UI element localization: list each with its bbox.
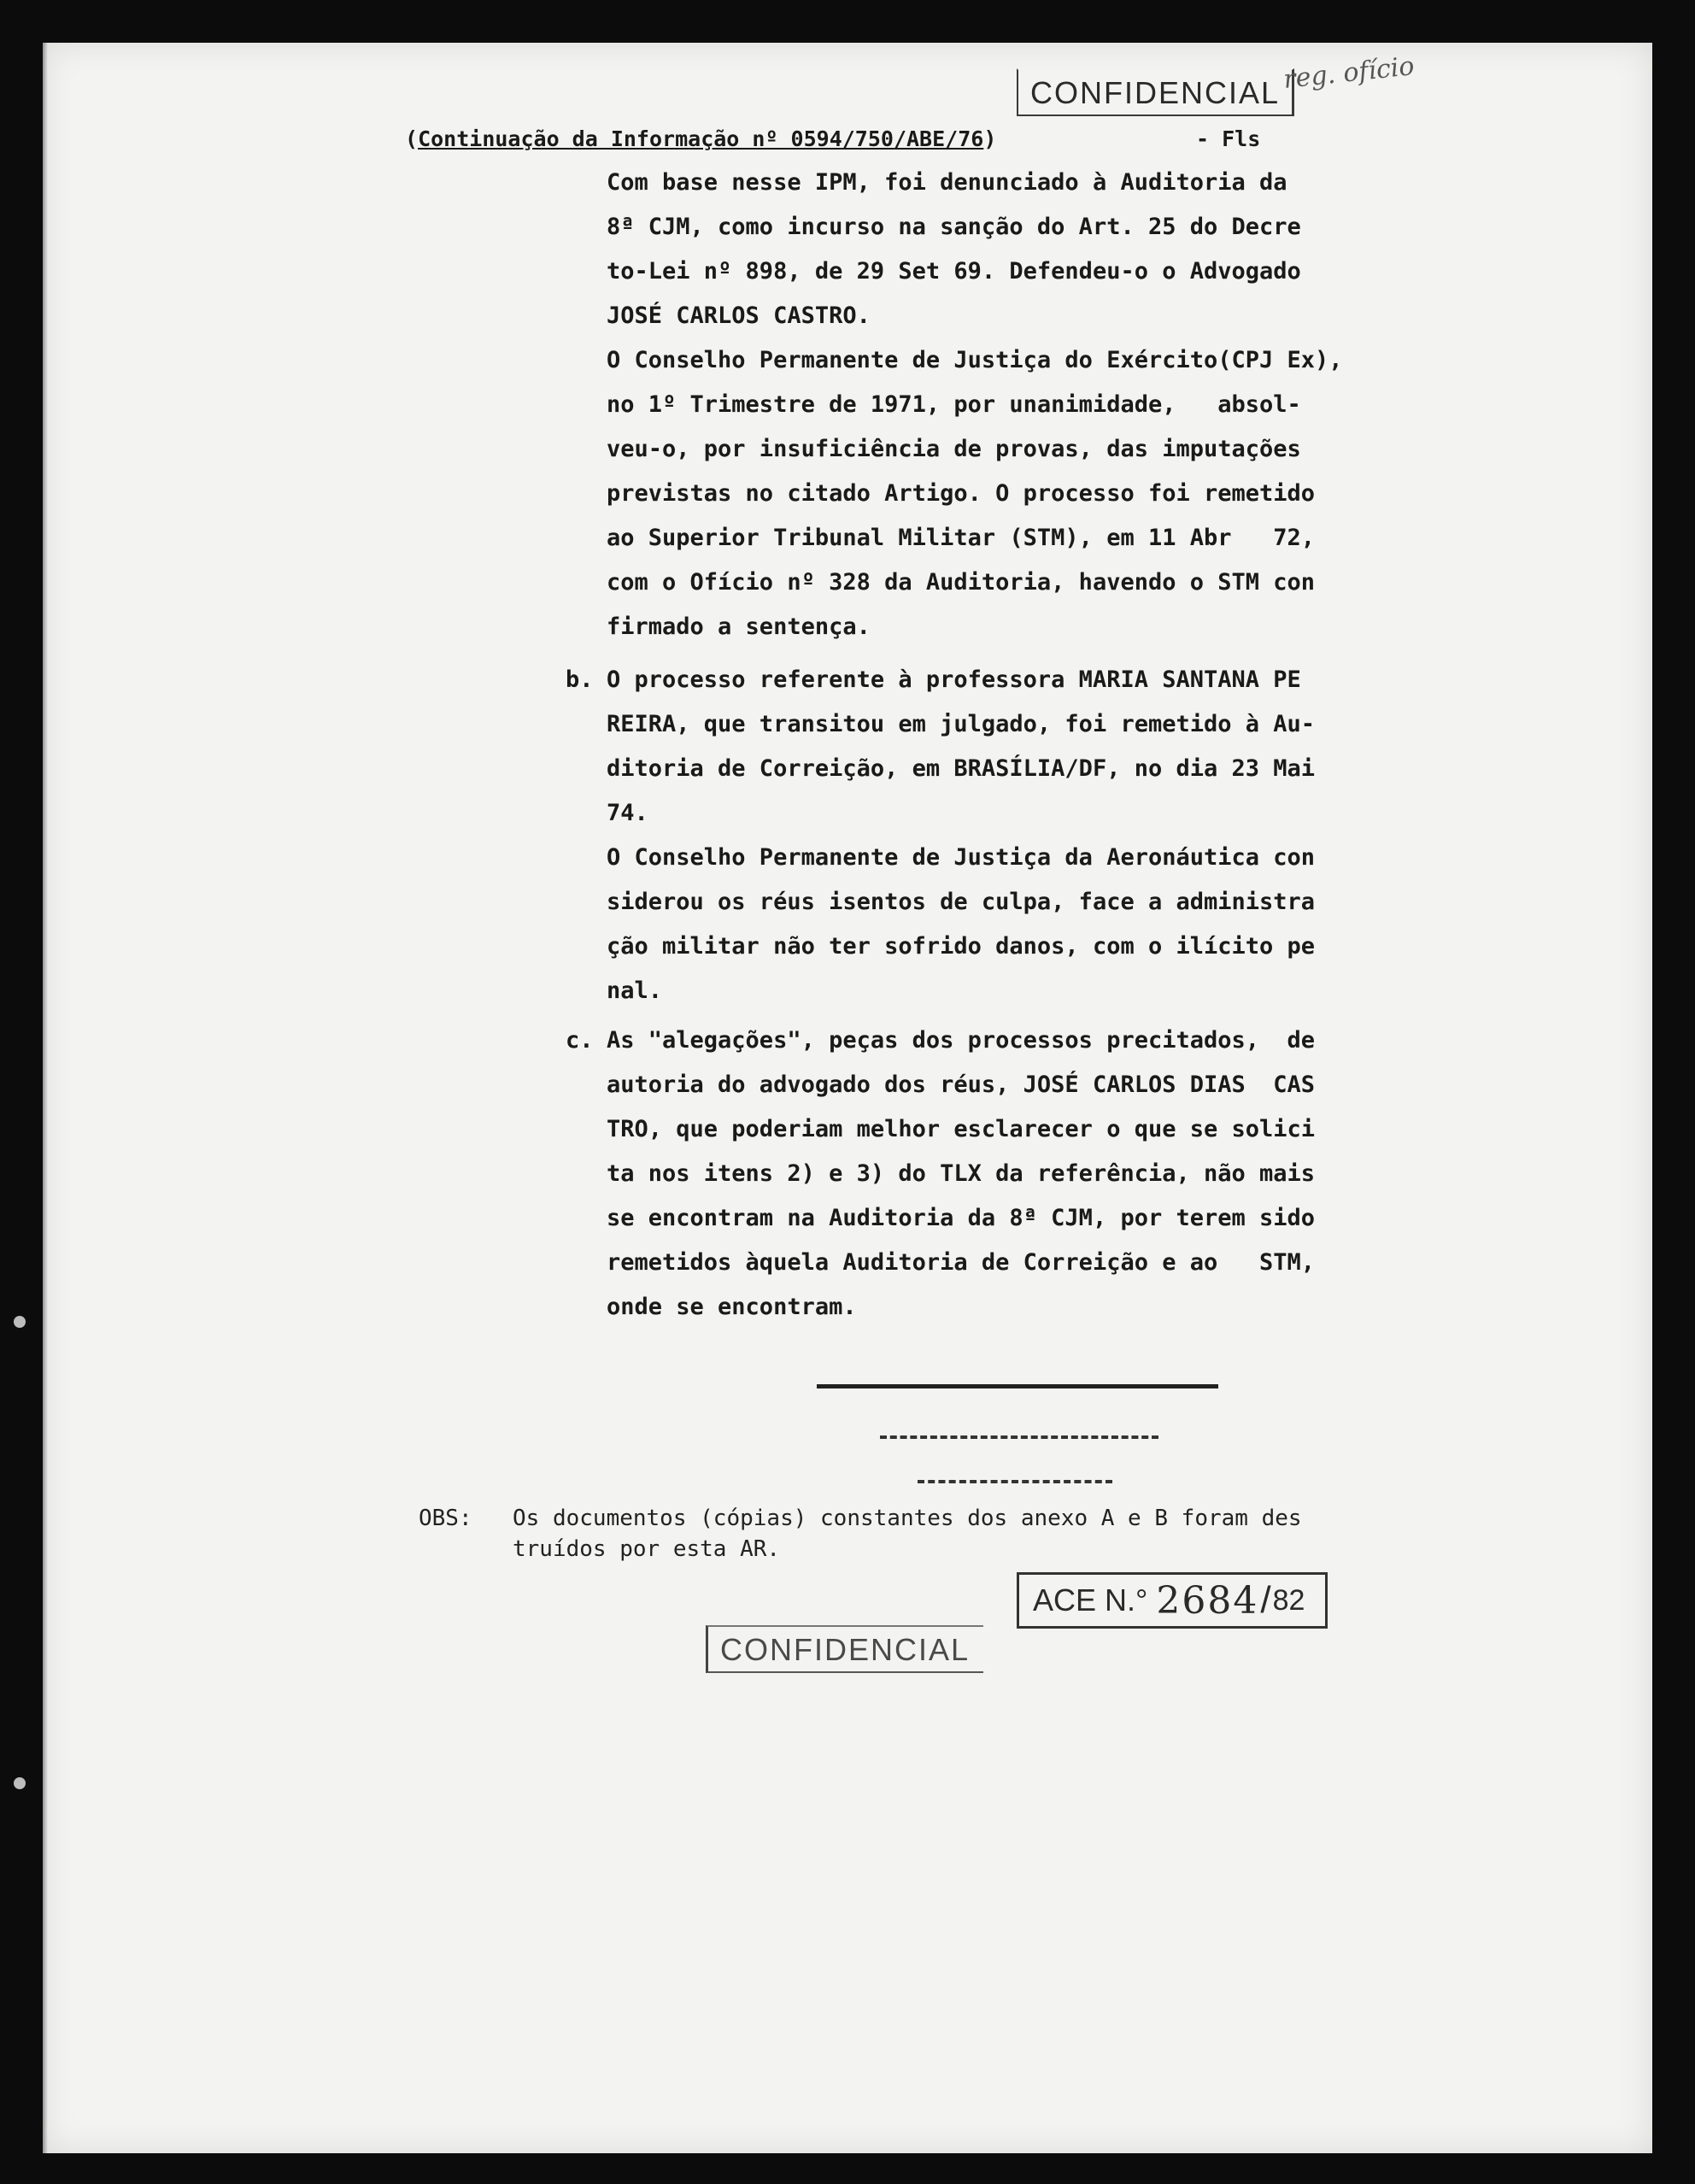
item-c-paragraphs bbox=[607, 1019, 1315, 1330]
text-line: nal. bbox=[607, 978, 663, 1004]
text-line: onde se encontram. bbox=[607, 1294, 857, 1320]
obs-label: OBS: bbox=[419, 1506, 472, 1531]
text-line: ção militar não ter sofrido danos, com o ilícito pe bbox=[607, 933, 1316, 960]
ace-number-stamp bbox=[1017, 1572, 1328, 1629]
text-line: Com base nesse IPM, foi denunciado à Auditoria da bbox=[607, 169, 1287, 196]
ace-label: ACE N.° bbox=[1033, 1582, 1148, 1617]
text-line: ditoria de Correição, em BRASÍLIA/DF, no dia 23 Mai bbox=[607, 755, 1316, 782]
obs-text-line: Os documentos (cópias) constantes dos anexo A e B foram des bbox=[513, 1506, 1302, 1531]
header-open-paren: ( bbox=[405, 126, 419, 151]
closing-rule bbox=[880, 1435, 1158, 1439]
closing-rule bbox=[817, 1384, 1218, 1388]
text-line: veu-o, por insuficiência de provas, das imputações bbox=[607, 436, 1301, 462]
ace-separator: / bbox=[1260, 1579, 1271, 1621]
item-c-letter: c. bbox=[566, 1027, 594, 1054]
obs-text-line: truídos por esta AR. bbox=[513, 1536, 781, 1562]
ace-number: 2684 bbox=[1156, 1578, 1259, 1623]
document-page bbox=[43, 43, 1652, 2153]
text-line: to-Lei nº 898, de 29 Set 69. Defendeu-o o Advogado bbox=[607, 258, 1301, 285]
text-line: REIRA, que transitou em julgado, foi remetido à Au- bbox=[607, 711, 1316, 737]
text-line: autoria do advogado dos réus, JOSÉ CARLOS DIAS CAS bbox=[607, 1071, 1316, 1098]
item-b-paragraphs bbox=[607, 658, 1315, 1013]
text-line: ta nos itens 2) e 3) do TLX da referência, não mais bbox=[607, 1160, 1316, 1187]
text-line: se encontram na Auditoria da 8ª CJM, por terem sido bbox=[607, 1205, 1316, 1231]
text-line: JOSÉ CARLOS CASTRO. bbox=[607, 302, 871, 329]
text-line: TRO, que poderiam melhor esclarecer o que se solici bbox=[607, 1116, 1316, 1142]
text-line: O Conselho Permanente de Justiça da Aeronáutica con bbox=[607, 844, 1316, 871]
text-line: siderou os réus isentos de culpa, face a administra bbox=[607, 889, 1316, 915]
text-line: com o Ofício nº 328 da Auditoria, havendo o STM con bbox=[607, 569, 1316, 596]
text-line: previstas no citado Artigo. O processo foi remetido bbox=[607, 480, 1316, 507]
item-b-letter: b. bbox=[566, 666, 594, 693]
header-reference: Continuação da Informação nº 0594/750/ABE/76 bbox=[418, 126, 984, 151]
confidential-stamp-bottom: CONFIDENCIAL bbox=[706, 1625, 983, 1673]
text-line: 74. bbox=[607, 800, 648, 826]
text-line: O Conselho Permanente de Justiça do Exército(CPJ Ex), bbox=[607, 347, 1343, 373]
text-line: firmado a sentença. bbox=[607, 614, 871, 640]
text-line: O processo referente à professora MARIA SANTANA PE bbox=[607, 666, 1301, 693]
page-number-label: - Fls bbox=[1196, 126, 1261, 151]
text-line: 8ª CJM, como incurso na sanção do Art. 25 do Decre bbox=[607, 214, 1301, 240]
closing-rule bbox=[918, 1480, 1112, 1483]
text-line: remetidos àquela Auditoria de Correição e ao STM, bbox=[607, 1249, 1316, 1276]
text-line: no 1º Trimestre de 1971, por unanimidade, absol- bbox=[607, 391, 1301, 418]
intro-paragraphs bbox=[607, 161, 1343, 649]
punch-hole bbox=[14, 1777, 26, 1789]
punch-hole bbox=[14, 1316, 26, 1328]
text-line: As "alegações", peças dos processos precitados, de bbox=[607, 1027, 1316, 1054]
header-close-paren: ) bbox=[983, 126, 997, 151]
ace-year: 82 bbox=[1272, 1583, 1305, 1617]
confidential-stamp-top: CONFIDENCIAL bbox=[1017, 68, 1294, 116]
page-header bbox=[405, 126, 996, 151]
handwritten-note: reg. ofício bbox=[1282, 51, 1416, 95]
text-line: ao Superior Tribunal Militar (STM), em 11 Abr 72, bbox=[607, 525, 1316, 551]
